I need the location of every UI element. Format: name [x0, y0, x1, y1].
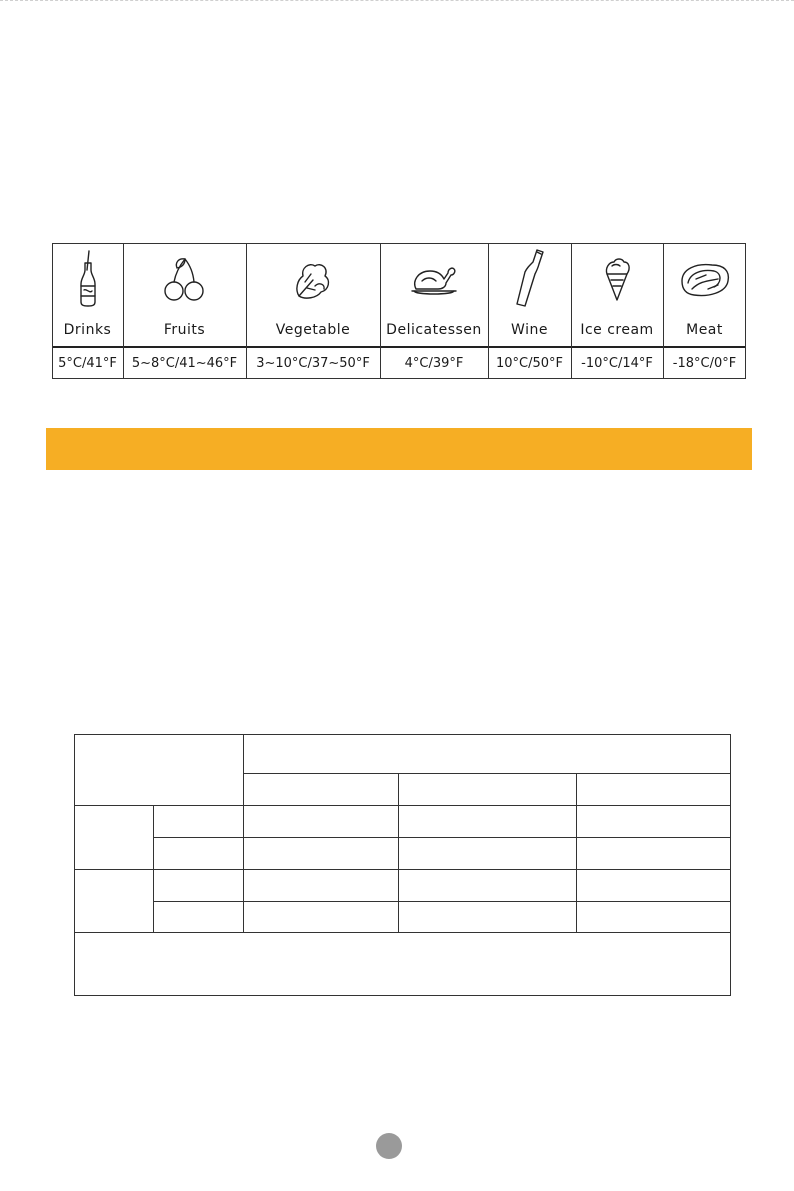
page-number-badge — [376, 1133, 402, 1159]
table-row-line — [75, 932, 730, 933]
food-temperature: -18°C/0°F — [672, 355, 737, 371]
food-column-wine — [488, 243, 571, 379]
food-temperature: 5~8°C/41~46°F — [131, 355, 238, 371]
table-column-line — [153, 805, 154, 932]
food-label: Fruits — [163, 322, 206, 338]
ice-cream-icon — [602, 256, 632, 302]
food-temperature: 4°C/39°F — [404, 355, 464, 371]
specification-table — [74, 734, 731, 996]
table-column-line — [576, 773, 577, 932]
food-label: Vegetable — [275, 322, 351, 338]
roast-chicken-icon — [408, 259, 460, 299]
storage-temperature-table — [52, 243, 746, 379]
table-row-line — [75, 869, 730, 870]
soda-bottle-icon — [77, 250, 99, 308]
table-column-line — [398, 773, 399, 932]
vegetable-icon — [291, 256, 335, 302]
food-temperature: 10°C/50°F — [495, 355, 564, 371]
food-temperature: 3~10°C/37~50°F — [256, 355, 370, 371]
steak-icon — [678, 259, 732, 299]
food-column-fruits — [123, 243, 246, 379]
food-label: Drinks — [63, 322, 112, 338]
food-temperature: -10°C/14°F — [581, 355, 653, 371]
table-row-line — [75, 805, 730, 806]
food-label: Meat — [686, 322, 723, 338]
food-column-vegetable — [246, 243, 380, 379]
food-column-drinks — [52, 243, 123, 379]
food-label: Delicatessen — [386, 322, 482, 338]
top-trim-rule — [0, 0, 794, 2]
table-row-line — [153, 837, 730, 838]
food-column-ice-cream — [571, 243, 663, 379]
food-label: Ice cream — [580, 322, 654, 338]
table-row-line — [243, 773, 730, 774]
food-column-meat — [663, 243, 746, 379]
cherries-icon — [163, 256, 207, 302]
section-banner — [46, 428, 752, 470]
food-column-delicatessen — [380, 243, 488, 379]
table-row-line — [153, 901, 730, 902]
table-column-line — [243, 735, 244, 932]
wine-bottle-icon — [515, 248, 545, 310]
food-label: Wine — [511, 322, 548, 338]
food-temperature: 5°C/41°F — [58, 355, 117, 371]
